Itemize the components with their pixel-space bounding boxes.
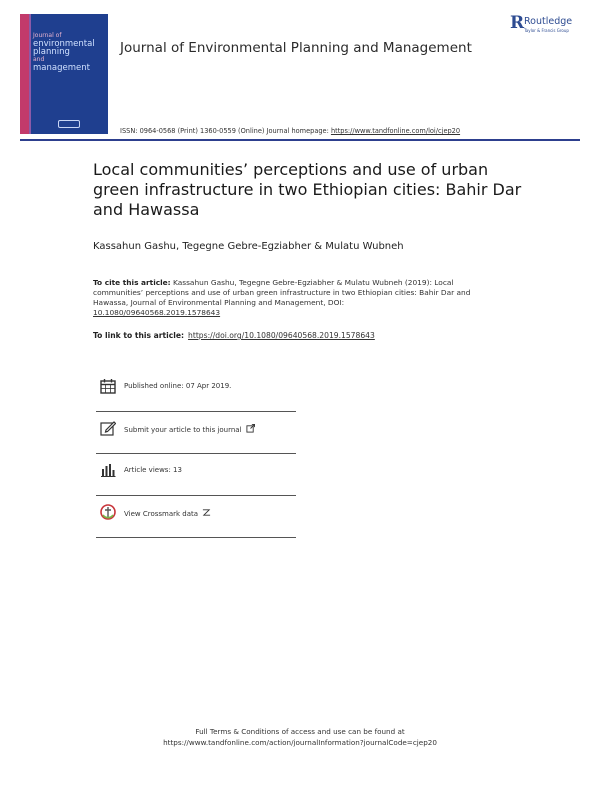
- footer-terms-text: Full Terms & Conditions of access and use can be found at: [195, 727, 405, 736]
- submit-article-link[interactable]: Submit your article to this journal: [124, 424, 255, 434]
- issn-line: ISSN: 0964-0568 (Print) 1360-0559 (Online) Journal homepage: https://www.tandfonline.com/loi/cjep20: [120, 127, 461, 135]
- edit-icon: [100, 420, 116, 436]
- terms-footer: [0, 726, 600, 748]
- article-views-count: Article views: 13: [124, 466, 182, 474]
- submit-article-row[interactable]: [96, 412, 296, 454]
- journal-homepage-link[interactable]: https://www.tandfonline.com/loi/cjep20: [330, 127, 461, 135]
- bar-chart-icon: [100, 462, 116, 478]
- header-divider: [20, 139, 580, 141]
- journal-title: Journal of Environmental Planning and Management: [120, 40, 472, 56]
- published-online-row: [96, 370, 296, 412]
- external-link-icon: [246, 424, 255, 433]
- article-doi-url[interactable]: https://doi.org/10.1080/09640568.2019.1578643: [188, 331, 375, 340]
- authors: Kassahun Gashu, Tegegne Gebre-Egziabher & Mulatu Wubneh: [93, 241, 404, 252]
- journal-cover-image: [20, 14, 108, 134]
- article-views-row: [96, 454, 296, 496]
- crossmark-link[interactable]: View Crossmark data: [124, 508, 211, 518]
- footer-terms-url[interactable]: https://www.tandfonline.com/action/journalInformation?journalCode=cjep20: [163, 738, 437, 747]
- article-title: Local communities’ perceptions and use of urban green infrastructure in two Ethiopian cities: Bahir Dar and Hawassa: [93, 160, 522, 219]
- crossmark-row[interactable]: [96, 496, 296, 538]
- article-link-line: To link to this article: https://doi.org/10.1080/09640568.2019.1578643: [93, 331, 375, 340]
- calendar-icon: [100, 378, 116, 394]
- crossmark-small-icon: [202, 508, 211, 517]
- crossmark-icon: [100, 504, 116, 520]
- routledge-logo: R Routledge Taylor & Francis Group: [510, 13, 573, 33]
- doi-link[interactable]: 10.1080/09640568.2019.1578643: [93, 308, 221, 317]
- published-date: Published online: 07 Apr 2019.: [124, 382, 232, 390]
- citation-block: To cite this article: Kassahun Gashu, Tegegne Gebre-Egziabher & Mulatu Wubneh (2019): Local communities’ perceptions and use of urban green infrastructure in two Ethiopian cities: Bahir Dar and Hawassa, Journal of Environmental Planning and Management, DOI: 10.1080/09640568.2019.1578643: [93, 278, 471, 317]
- cover-title: Journal of environmental planning and management: [33, 32, 95, 73]
